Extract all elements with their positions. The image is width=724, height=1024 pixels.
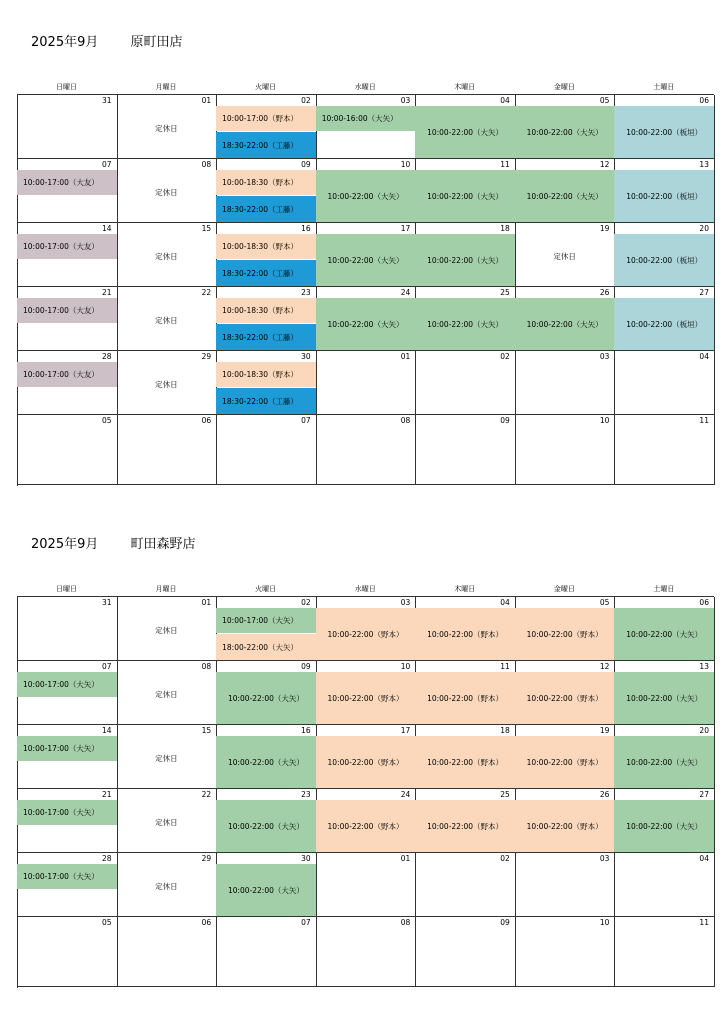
date-number: 15	[201, 726, 212, 735]
date-number: 12	[599, 662, 610, 671]
date-number: 02	[500, 352, 510, 361]
shift-entry[interactable]: 18:30-22:00（工藤）	[216, 260, 316, 287]
date-number: 05	[102, 416, 112, 425]
day-cell[interactable]	[415, 287, 516, 351]
date-number: 11	[500, 160, 510, 169]
date-number: 28	[102, 854, 112, 863]
day-cell[interactable]	[117, 725, 218, 789]
shift-entry[interactable]: 10:00-22:00（大矢）	[415, 234, 515, 287]
weekday-label: 木曜日	[454, 83, 476, 91]
shift-entry[interactable]: 10:00-22:00（大矢）	[316, 298, 416, 351]
closed-label: 定休日	[155, 754, 178, 763]
day-cell[interactable]	[415, 223, 516, 287]
day-cell[interactable]	[117, 95, 218, 159]
date-number: 26	[599, 288, 610, 297]
day-cell[interactable]	[614, 351, 715, 415]
day-cell[interactable]	[316, 661, 417, 725]
shift-entry[interactable]: 10:00-22:00（大矢）	[316, 234, 416, 287]
date-number: 02	[301, 96, 311, 105]
day-cell[interactable]	[614, 597, 715, 661]
shift-entry[interactable]: 10:00-22:00（大矢）	[316, 170, 416, 223]
date-number: 18	[500, 224, 510, 233]
date-number: 04	[500, 598, 510, 607]
date-number: 24	[400, 790, 411, 799]
calendar-harumachida	[17, 34, 714, 486]
date-number: 29	[201, 352, 212, 361]
day-cell[interactable]	[415, 853, 516, 917]
date-number: 16	[301, 224, 311, 233]
date-number: 06	[699, 598, 709, 607]
day-cell[interactable]	[515, 853, 616, 917]
date-number: 08	[201, 662, 212, 671]
date-number: 20	[699, 224, 709, 233]
closed-label: 定休日	[553, 252, 576, 261]
day-cell[interactable]	[316, 597, 417, 661]
weekday-label: 水曜日	[354, 585, 376, 593]
date-number: 04	[500, 96, 510, 105]
date-number: 13	[699, 160, 709, 169]
day-cell[interactable]	[117, 287, 218, 351]
date-number: 07	[102, 662, 112, 671]
date-number: 06	[201, 416, 212, 425]
date-number: 22	[201, 288, 212, 297]
day-cell[interactable]	[415, 597, 516, 661]
weekday-label: 日曜日	[56, 585, 77, 593]
date-number: 30	[301, 352, 311, 361]
date-number: 19	[599, 224, 610, 233]
shift-entry[interactable]: 10:00-22:00（大矢）	[515, 106, 615, 159]
day-cell[interactable]	[316, 917, 417, 987]
closed-label: 定休日	[155, 252, 178, 261]
day-cell[interactable]	[515, 159, 616, 223]
shift-entry[interactable]: 10:00-16:00（大矢）	[316, 106, 416, 131]
shift-entry[interactable]: 10:00-22:00（大矢）	[216, 672, 316, 725]
day-cell[interactable]	[17, 159, 118, 223]
shift-entry[interactable]: 18:30-22:00（工藤）	[216, 132, 316, 159]
date-number: 22	[201, 790, 212, 799]
weekday-label: 金曜日	[553, 83, 575, 91]
day-cell[interactable]	[316, 853, 417, 917]
month-label: 2025年9月	[31, 537, 99, 552]
day-cell[interactable]	[17, 917, 118, 987]
shift-entry[interactable]: 10:00-22:00（野本）	[316, 608, 416, 661]
day-cell[interactable]	[316, 223, 417, 287]
date-number: 10	[599, 918, 610, 927]
date-number: 11	[500, 662, 510, 671]
date-number: 09	[500, 918, 510, 927]
shift-entry[interactable]: 10:00-22:00（野本）	[515, 672, 615, 725]
date-number: 04	[699, 854, 709, 863]
date-number: 25	[500, 790, 510, 799]
shift-entry[interactable]: 10:00-22:00（野本）	[515, 800, 615, 853]
date-number: 11	[699, 416, 709, 425]
day-cell[interactable]	[216, 159, 317, 223]
date-number: 05	[102, 918, 112, 927]
date-number: 13	[699, 662, 709, 671]
day-cell[interactable]	[515, 287, 616, 351]
shift-entry[interactable]: 10:00-22:00（大矢）	[216, 736, 316, 789]
shift-entry[interactable]: 10:00-22:00（大矢）	[614, 672, 714, 725]
shift-entry[interactable]: 10:00-22:00（野本）	[316, 736, 416, 789]
weekday-label: 水曜日	[354, 83, 376, 91]
shift-entry[interactable]: 10:00-22:00（大矢）	[614, 736, 714, 789]
day-cell[interactable]	[117, 789, 218, 853]
date-number: 05	[599, 96, 610, 105]
day-cell[interactable]	[17, 725, 118, 789]
shift-entry[interactable]: 18:30-22:00（工藤）	[216, 388, 316, 415]
date-number: 15	[201, 224, 212, 233]
date-number: 31	[102, 96, 112, 105]
calendar-grid	[17, 596, 714, 988]
day-cell[interactable]	[216, 597, 317, 661]
shift-entry[interactable]: 10:00-22:00（大矢）	[515, 298, 615, 351]
day-cell[interactable]	[415, 789, 516, 853]
shift-entry[interactable]: 10:00-18:30（野本）	[216, 362, 316, 387]
day-cell[interactable]	[117, 415, 218, 485]
date-number: 01	[201, 96, 212, 105]
date-number: 27	[699, 288, 709, 297]
date-number: 31	[102, 598, 112, 607]
shift-entry[interactable]: 10:00-22:00（大矢）	[415, 298, 515, 351]
day-cell[interactable]	[515, 351, 616, 415]
shift-entry[interactable]: 18:00-22:00（大矢）	[216, 634, 316, 661]
date-number: 19	[599, 726, 610, 735]
weekday-label: 金曜日	[553, 585, 575, 593]
day-cell[interactable]	[316, 415, 417, 485]
date-number: 16	[301, 726, 311, 735]
day-cell[interactable]	[17, 597, 118, 661]
date-number: 01	[400, 352, 411, 361]
shift-entry[interactable]: 10:00-17:00（大矢）	[17, 864, 117, 889]
date-number: 30	[301, 854, 311, 863]
day-cell[interactable]	[117, 661, 218, 725]
day-cell[interactable]	[216, 661, 317, 725]
shift-entry[interactable]: 18:30-22:00（工藤）	[216, 324, 316, 351]
day-cell[interactable]	[515, 725, 616, 789]
day-cell[interactable]	[515, 917, 616, 987]
shift-entry[interactable]: 10:00-22:00（大矢）	[415, 170, 515, 223]
weekday-header	[17, 80, 714, 94]
shift-entry[interactable]: 10:00-22:00（大矢）	[614, 608, 714, 661]
date-number: 08	[400, 918, 411, 927]
day-cell[interactable]	[316, 159, 417, 223]
date-number: 17	[400, 726, 411, 735]
date-number: 03	[599, 854, 610, 863]
shift-entry[interactable]: 10:00-22:00（板垣）	[614, 170, 714, 223]
shift-entry[interactable]: 10:00-22:00（野本）	[515, 736, 615, 789]
day-cell[interactable]	[614, 725, 715, 789]
weekday-label: 月曜日	[155, 585, 177, 593]
shift-entry[interactable]: 10:00-17:00（野本）	[216, 106, 316, 131]
shift-entry[interactable]: 10:00-22:00（板垣）	[614, 106, 714, 159]
weekday-label: 月曜日	[155, 83, 177, 91]
date-number: 10	[400, 160, 411, 169]
shift-entry[interactable]: 10:00-17:00（大矢）	[216, 608, 316, 633]
day-cell[interactable]	[415, 351, 516, 415]
date-number: 29	[201, 854, 212, 863]
date-number: 12	[599, 160, 610, 169]
date-number: 25	[500, 288, 510, 297]
day-cell[interactable]	[17, 853, 118, 917]
day-cell[interactable]	[316, 287, 417, 351]
closed-label: 定休日	[155, 690, 178, 699]
day-cell[interactable]	[216, 351, 317, 415]
date-number: 08	[400, 416, 411, 425]
day-cell[interactable]	[17, 287, 118, 351]
shift-entry[interactable]: 18:30-22:00（工藤）	[216, 196, 316, 223]
shift-entry[interactable]: 10:00-18:30（野本）	[216, 170, 316, 195]
shift-entry[interactable]: 10:00-22:00（野本）	[415, 608, 515, 661]
date-number: 07	[301, 416, 311, 425]
shift-entry[interactable]: 10:00-17:00（大友）	[17, 170, 117, 195]
date-number: 14	[102, 224, 112, 233]
date-number: 06	[201, 918, 212, 927]
shift-entry[interactable]: 10:00-22:00（野本）	[515, 608, 615, 661]
day-cell[interactable]	[415, 725, 516, 789]
day-cell[interactable]	[117, 917, 218, 987]
date-number: 24	[400, 288, 411, 297]
calendar-title	[17, 536, 714, 558]
date-number: 26	[599, 790, 610, 799]
day-cell[interactable]	[415, 95, 516, 159]
date-number: 10	[400, 662, 411, 671]
day-cell[interactable]	[216, 725, 317, 789]
shift-entry[interactable]: 10:00-22:00（野本）	[415, 672, 515, 725]
closed-label: 定休日	[155, 188, 178, 197]
day-cell[interactable]	[17, 223, 118, 287]
date-number: 08	[201, 160, 212, 169]
day-cell[interactable]	[614, 287, 715, 351]
shift-entry[interactable]: 10:00-17:00（大矢）	[17, 800, 117, 825]
shift-entry[interactable]: 10:00-22:00（大矢）	[614, 800, 714, 853]
date-number: 07	[301, 918, 311, 927]
date-number: 01	[400, 854, 411, 863]
day-cell[interactable]	[216, 917, 317, 987]
store-name: 町田森野店	[130, 537, 196, 552]
calendar-machida-morino	[17, 536, 714, 988]
day-cell[interactable]	[515, 415, 616, 485]
date-number: 17	[400, 224, 411, 233]
closed-label: 定休日	[155, 626, 178, 635]
day-cell[interactable]	[614, 415, 715, 485]
closed-label: 定休日	[155, 124, 178, 133]
month-label: 2025年9月	[31, 35, 99, 50]
date-number: 14	[102, 726, 112, 735]
shift-entry[interactable]: 10:00-17:00（大矢）	[17, 672, 117, 697]
date-number: 21	[102, 790, 112, 799]
day-cell[interactable]	[216, 95, 317, 159]
shift-entry[interactable]: 10:00-22:00（大矢）	[515, 170, 615, 223]
day-cell[interactable]	[17, 95, 118, 159]
date-number: 20	[699, 726, 709, 735]
date-number: 07	[102, 160, 112, 169]
shift-entry[interactable]: 10:00-22:00（野本）	[415, 800, 515, 853]
date-number: 03	[400, 598, 411, 607]
day-cell[interactable]	[117, 597, 218, 661]
day-cell[interactable]	[515, 597, 616, 661]
day-cell[interactable]	[415, 159, 516, 223]
date-number: 23	[301, 790, 311, 799]
day-cell[interactable]	[117, 853, 218, 917]
shift-entry[interactable]: 10:00-22:00（板垣）	[614, 298, 714, 351]
date-number: 05	[599, 598, 610, 607]
day-cell[interactable]	[316, 725, 417, 789]
shift-entry[interactable]: 10:00-22:00（大矢）	[216, 800, 316, 853]
shift-entry[interactable]: 10:00-18:30（野本）	[216, 298, 316, 323]
weekday-label: 火曜日	[255, 83, 277, 91]
shift-entry[interactable]: 10:00-22:00（野本）	[415, 736, 515, 789]
day-cell[interactable]	[614, 159, 715, 223]
day-cell[interactable]	[117, 223, 218, 287]
day-cell[interactable]	[515, 95, 616, 159]
date-number: 06	[699, 96, 709, 105]
day-cell[interactable]	[117, 159, 218, 223]
shift-entry[interactable]: 10:00-17:00（大友）	[17, 362, 117, 387]
weekday-header	[17, 582, 714, 596]
closed-label: 定休日	[155, 818, 178, 827]
day-cell[interactable]	[316, 351, 417, 415]
day-cell[interactable]	[515, 789, 616, 853]
day-cell[interactable]	[614, 661, 715, 725]
day-cell[interactable]	[316, 95, 417, 159]
date-number: 27	[699, 790, 709, 799]
shift-entry[interactable]: 10:00-18:30（野本）	[216, 234, 316, 259]
day-cell[interactable]	[614, 95, 715, 159]
date-number: 01	[201, 598, 212, 607]
date-number: 03	[400, 96, 411, 105]
date-number: 21	[102, 288, 112, 297]
shift-entry[interactable]: 10:00-22:00（板垣）	[614, 234, 714, 287]
shift-entry[interactable]: 10:00-17:00（大友）	[17, 298, 117, 323]
date-number: 11	[699, 918, 709, 927]
day-cell[interactable]	[117, 351, 218, 415]
date-number: 28	[102, 352, 112, 361]
date-number: 02	[301, 598, 311, 607]
date-number: 02	[500, 854, 510, 863]
date-number: 04	[699, 352, 709, 361]
day-cell[interactable]	[216, 223, 317, 287]
day-cell[interactable]	[216, 789, 317, 853]
day-cell[interactable]	[17, 789, 118, 853]
closed-label: 定休日	[155, 882, 178, 891]
day-cell[interactable]	[17, 661, 118, 725]
date-number: 23	[301, 288, 311, 297]
weekday-label: 日曜日	[56, 83, 77, 91]
day-cell[interactable]	[216, 287, 317, 351]
shift-entry[interactable]: 10:00-17:00（大矢）	[17, 736, 117, 761]
day-cell[interactable]	[17, 415, 118, 485]
store-name: 原町田店	[130, 35, 183, 50]
date-number: 18	[500, 726, 510, 735]
weekday-label: 火曜日	[255, 585, 277, 593]
day-cell[interactable]	[415, 917, 516, 987]
day-cell[interactable]	[316, 789, 417, 853]
weekday-label: 土曜日	[653, 585, 675, 593]
day-cell[interactable]	[415, 661, 516, 725]
weekday-label: 木曜日	[454, 585, 476, 593]
closed-label: 定休日	[155, 380, 178, 389]
date-number: 03	[599, 352, 610, 361]
day-cell[interactable]	[614, 917, 715, 987]
day-cell[interactable]	[515, 661, 616, 725]
day-cell[interactable]	[614, 223, 715, 287]
calendar-grid	[17, 94, 714, 486]
day-cell[interactable]	[614, 789, 715, 853]
shift-entry[interactable]: 10:00-22:00（大矢）	[216, 864, 316, 917]
day-cell[interactable]	[614, 853, 715, 917]
day-cell[interactable]	[216, 853, 317, 917]
day-cell[interactable]	[17, 351, 118, 415]
date-number: 09	[301, 160, 311, 169]
weekday-label: 土曜日	[653, 83, 675, 91]
shift-entry[interactable]: 10:00-22:00（野本）	[316, 800, 416, 853]
date-number: 10	[599, 416, 610, 425]
day-cell[interactable]	[515, 223, 616, 287]
day-cell[interactable]	[415, 415, 516, 485]
day-cell[interactable]	[216, 415, 317, 485]
closed-label: 定休日	[155, 316, 178, 325]
shift-entry[interactable]: 10:00-22:00（大矢）	[415, 106, 515, 159]
date-number: 09	[500, 416, 510, 425]
shift-entry[interactable]: 10:00-17:00（大友）	[17, 234, 117, 259]
calendar-title	[17, 34, 714, 56]
date-number: 09	[301, 662, 311, 671]
shift-entry[interactable]: 10:00-22:00（野本）	[316, 672, 416, 725]
